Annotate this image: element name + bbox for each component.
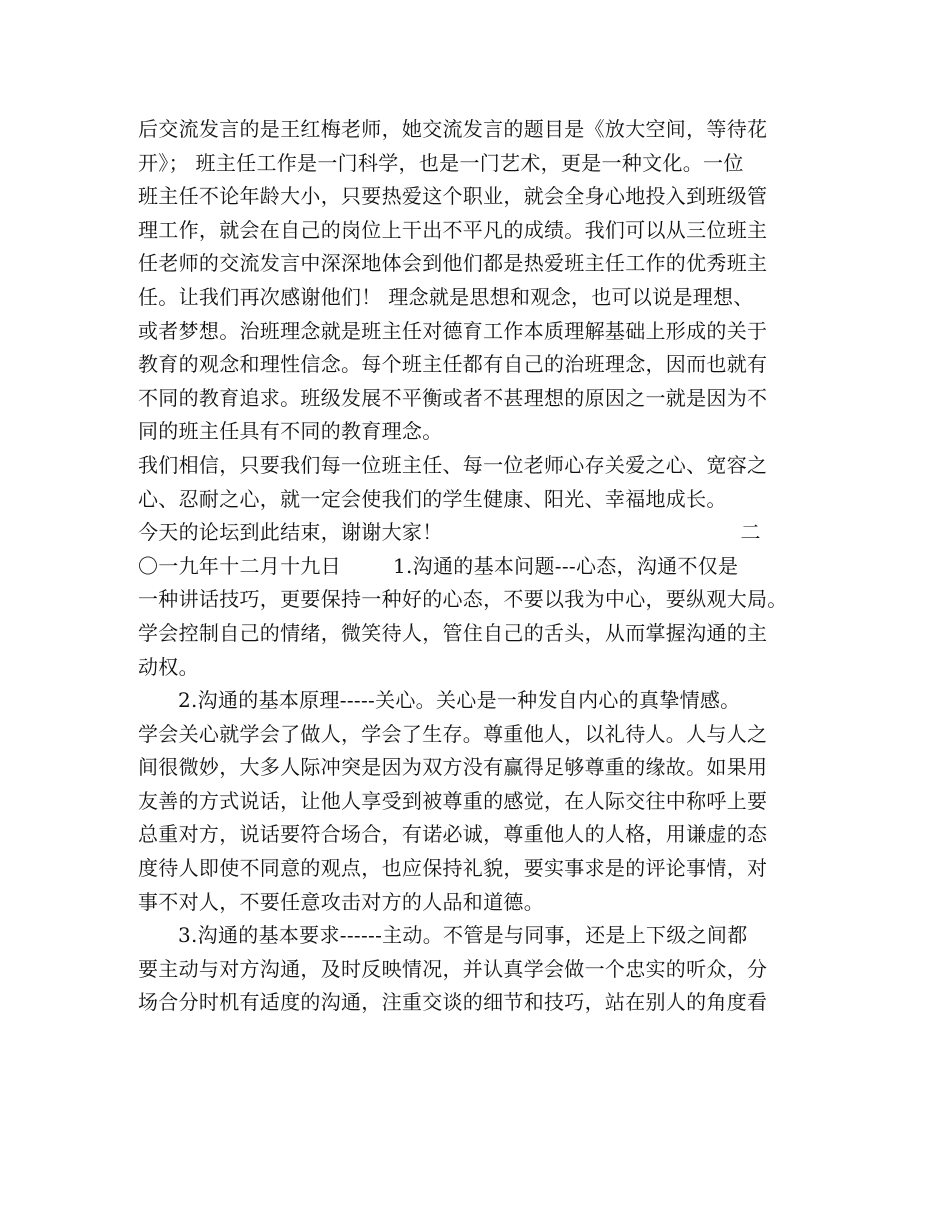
- date-line: [138, 550, 814, 584]
- text-line: 后交流发言的是王红梅老师，她交流发言的题目是《放大空间，等待花: [138, 117, 768, 141]
- item1-heading: 1.沟通的基本问题---心态，沟通不仅是: [393, 553, 739, 578]
- item1-line: 动权。: [138, 654, 199, 679]
- item2-line: 总重对方，说话要符合场合，有诺必诚，尊重他人的人格，用谦虚的态: [138, 822, 768, 847]
- text-line: 任。让我们再次感谢他们！ 理念就是思想和观念，也可以说是理想、: [138, 284, 754, 309]
- closing-line: [138, 516, 814, 550]
- text-line: 同的班主任具有不同的教育理念。: [138, 419, 443, 444]
- closing-text: 今天的论坛到此结束，谢谢大家！: [138, 520, 443, 545]
- date-year-start: 二: [740, 520, 761, 545]
- item3-heading: 3.沟通的基本要求------主动。不管是与同事，还是上下级之间都: [178, 923, 748, 948]
- item3-line: 场合分时机有适度的沟通，注重交谈的细节和技巧，站在别人的角度看: [138, 990, 768, 1015]
- text-line: 我们相信，只要我们每一位班主任、每一位老师心存关爱之心、宽容之: [138, 452, 768, 477]
- item1-line: 学会控制自己的情绪，微笑待人，管住自己的舌头，从而掌握沟通的主: [138, 620, 768, 645]
- item2-line: 学会关心就学会了做人，学会了生存。尊重他人，以礼待人。人与人之: [138, 721, 768, 746]
- text-line: 开》； 班主任工作是一门科学，也是一门艺术，更是一种文化。一位: [138, 150, 744, 175]
- text-line: 班主任不论年龄大小，只要热爱这个职业，就会全身心地投入到班级管: [138, 184, 768, 209]
- date-text: 〇一九年十二月十九日: [138, 553, 341, 578]
- item2-line: 事不对人，不要任意攻击对方的人品和道德。: [138, 889, 544, 914]
- item1-line: 一种讲话技巧，更要保持一种好的心态，不要以我为中心，要纵观大局。: [138, 587, 788, 612]
- text-line: 或者梦想。治班理念就是班主任对德育工作本质理解基础上形成的关于: [138, 318, 768, 343]
- item2-heading: 2.沟通的基本原理-----关心。关心是一种发自内心的真挚情感。: [178, 688, 741, 713]
- text-line: 任老师的交流发言中深深地体会到他们都是热爱班主任工作的优秀班主: [138, 251, 768, 276]
- item2-line: 间很微妙，大多人际冲突是因为双方没有赢得足够尊重的缘故。如果用: [138, 755, 768, 780]
- document-body: [138, 113, 814, 1020]
- text-line: 不同的教育追求。班级发展不平衡或者不甚理想的原因之一就是因为不: [138, 385, 768, 410]
- item3-line: 要主动与对方沟通，及时反映情况，并认真学会做一个忠实的听众，分: [138, 956, 768, 981]
- text-line: 心、忍耐之心，就一定会使我们的学生健康、阳光、幸福地成长。: [138, 486, 727, 511]
- text-line: 理工作，就会在自己的岗位上干出不平凡的成绩。我们可以从三位班主: [138, 217, 768, 242]
- text-line: 教育的观念和理性信念。每个班主任都有自己的治班理念，因而也就有: [138, 352, 768, 377]
- item2-line: 度待人即使不同意的观点，也应保持礼貌，要实事求是的评论事情，对: [138, 856, 768, 881]
- item2-line: 友善的方式说话，让他人享受到被尊重的感觉，在人际交往中称呼上要: [138, 788, 768, 813]
